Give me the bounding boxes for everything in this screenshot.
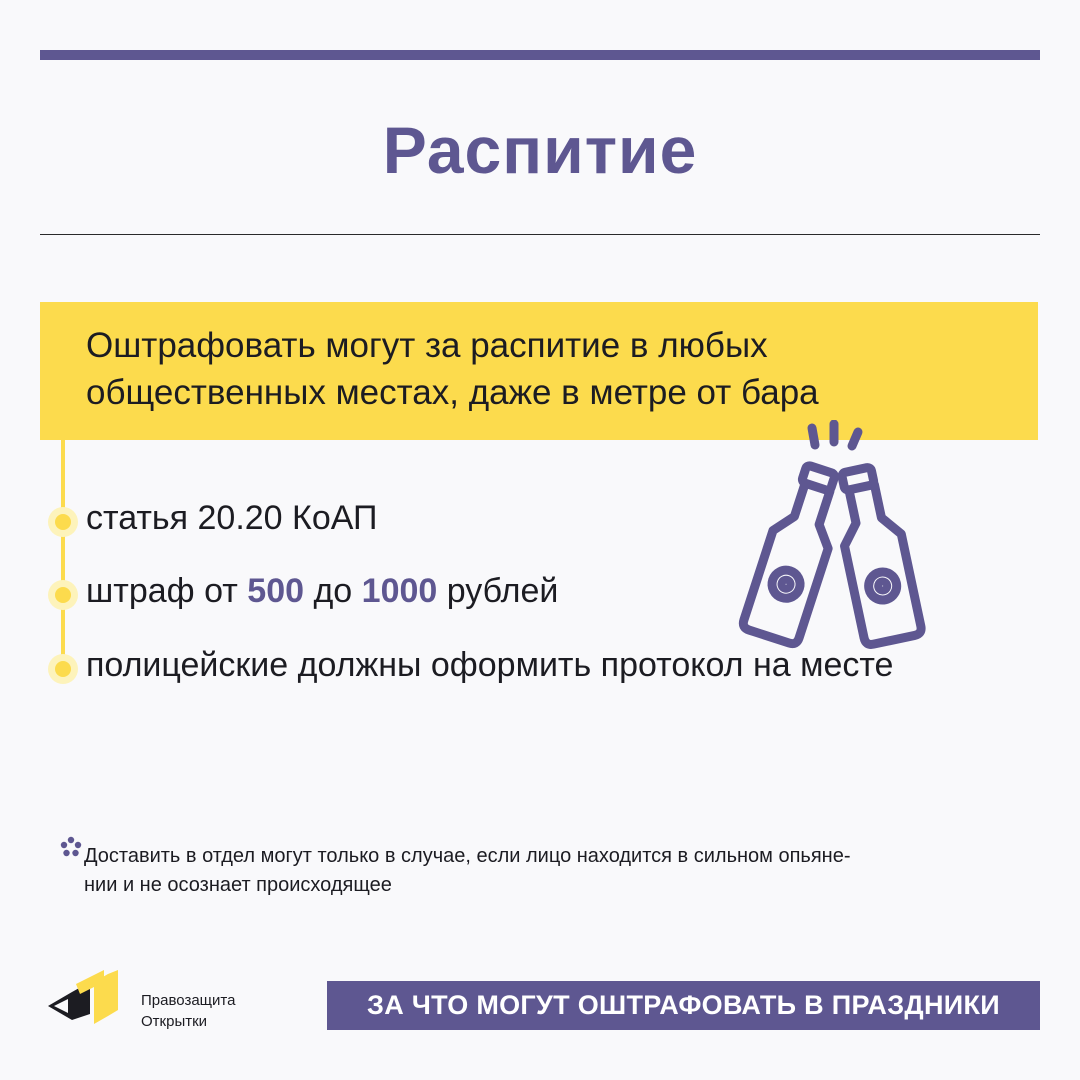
timeline-line	[61, 440, 65, 668]
bullet-icon	[48, 507, 78, 537]
fine-middle: до	[304, 572, 362, 610]
brand-name-line-2: Открытки	[141, 1013, 208, 1030]
brand-logo	[46, 966, 122, 1032]
fine-suffix: рублей	[437, 572, 559, 610]
highlight-line-1: Оштрафовать могут за распитие в любых	[86, 326, 768, 365]
brand-name-line-1: Правозащита	[141, 992, 236, 1009]
bullet-icon	[48, 654, 78, 684]
item-protocol: полицейские должны оформить протокол на месте	[86, 646, 894, 684]
item-fine	[86, 572, 558, 611]
highlight-text	[86, 322, 986, 416]
item-article: статья 20.20 КоАП	[86, 499, 378, 537]
top-accent-bar	[40, 50, 1040, 60]
bullet-icon	[48, 580, 78, 610]
page-title: Распитие	[382, 113, 698, 187]
flower-dots-icon	[60, 836, 82, 858]
highlight-line-2: общественных местах, даже в метре от бара	[86, 373, 819, 412]
fine-min: 500	[247, 572, 305, 610]
clinking-bottles-icon	[724, 420, 944, 650]
footer-banner: ЗА ЧТО МОГУТ ОШТРАФОВАТЬ В ПРАЗДНИКИ	[327, 981, 1040, 1030]
fine-prefix: штраф от	[86, 572, 248, 610]
title-divider	[40, 234, 1040, 235]
footnote-line-1: Доставить в отдел могут только в случае, если лицо находится в сильном опьяне-	[84, 845, 851, 867]
footnote	[84, 842, 1004, 900]
fine-max: 1000	[361, 572, 438, 610]
footnote-line-2: нии и не осознает происходящее	[84, 874, 392, 896]
brand-name	[141, 990, 235, 1032]
